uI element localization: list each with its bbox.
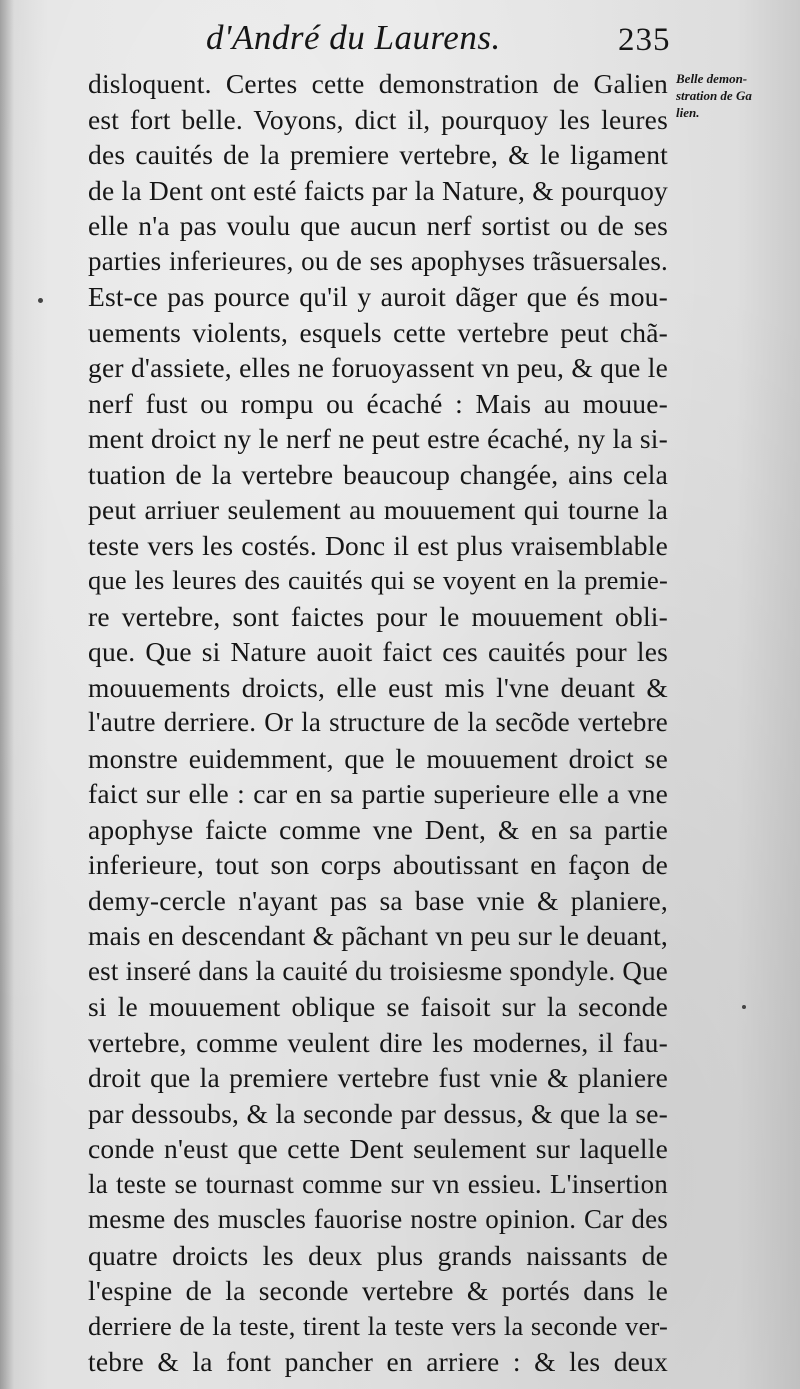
text-line: droit que la premiere vertebre fust vnie & planiere (88, 1062, 668, 1093)
text-line: est fort belle. Voyons, dict il, pourquoy les leures (88, 103, 668, 135)
text-line: la teste se tournast comme sur vn essieu. L'insertion (88, 1168, 668, 1199)
text-line: que. Que si Nature auoit faict ces cauités pour les (88, 636, 668, 667)
text-line: derriere de la teste, tirent la teste vers la seconde ver- (88, 1310, 668, 1341)
text-line: apophyse faicte comme vne Dent, & en sa partie (88, 813, 668, 845)
text-line: parties inferieures, ou de ses apophyses trãsuersales. (88, 245, 668, 276)
text-line: mesme des muscles fauorise nostre opinion. Car des (88, 1204, 668, 1234)
text-line: Est-ce pas pource qu'il y auroit dãger que és mou- (88, 281, 668, 312)
text-line: ment droict ny le nerf ne peut estre écaché, ny la si- (88, 423, 668, 454)
text-line: teste vers les costés. Donc il est plus vraisemblable (88, 529, 668, 561)
text-line: tuation de la vertebre beaucoup changée, ains cela (88, 458, 668, 490)
text-line: re vertebre, sont faictes pour le mouuement obli- (88, 600, 668, 632)
marginal-note-line: Belle demon- (676, 71, 748, 86)
text-line: peut arriuer seulement au mouuement qui tourne la (88, 494, 668, 525)
text-line: demy-cercle n'ayant pas sa base vnie & planiere, (88, 884, 668, 916)
marginal-note (676, 70, 794, 121)
text-line: ger d'assiete, elles ne foruoyassent vn peu, & que le (88, 352, 668, 383)
text-line: nerf fust ou rompu ou écaché : Mais au mouue- (88, 387, 668, 419)
text-line: par dessoubs, & la seconde par dessus, & que la se- (88, 1097, 668, 1129)
text-line: des cauités de la premiere vertebre, & le ligament (88, 139, 668, 170)
marginal-note-line: lien. (676, 105, 700, 120)
page-gutter-shadow (0, 0, 14, 1389)
text-line: conde n'eust que cette Dent seulement sur laquelle (88, 1133, 668, 1164)
text-line: mouuements droicts, elle eust mis l'vne deuant & (88, 671, 668, 703)
page-number: 235 (618, 22, 671, 58)
text-line: elle n'a pas voulu que aucun nerf sortist ou de ses (88, 210, 668, 241)
text-line: que les leures des cauités qui se voyent en la premie- (88, 565, 668, 595)
text-line: mais en descendant & pãchant vn peu sur le deuant, (88, 920, 668, 951)
text-line: quatre droicts les deux plus grands naissants de (88, 1239, 668, 1271)
text-line: vertebre, comme veulent dire les modernes, il fau- (88, 1026, 668, 1058)
text-line: disloquent. Certes cette demonstration de Galien (88, 68, 668, 99)
text-line: monstre euidemment, que le mouuement droict se (88, 742, 668, 774)
text-line: de la Dent ont esté faicts par la Nature, & pourquoy (88, 174, 668, 206)
text-line: l'espine de la seconde vertebre & portés dans le (88, 1275, 668, 1306)
text-line: si le mouuement oblique se faisoit sur la seconde (88, 991, 668, 1022)
text-line: uements violents, esquels cette vertebre peut chã- (88, 316, 668, 348)
running-title: d'André du Laurens. (206, 18, 501, 57)
text-line: faict sur elle : car en sa partie superieure elle a vne (88, 778, 668, 809)
text-line: inferieure, tout son corps aboutissant en façon de (88, 849, 668, 880)
marginal-note-line: stration de Ga (676, 88, 752, 103)
text-line: est inseré dans la cauité du troisiesme spondyle. Que (88, 955, 668, 986)
text-line: tebre & la font pancher en arriere : & les deux (88, 1346, 668, 1377)
ink-speck (38, 298, 43, 303)
ink-speck (742, 1005, 746, 1009)
text-line: l'autre derriere. Or la structure de la secõde vertebre (88, 707, 668, 737)
body-text (88, 66, 668, 1380)
